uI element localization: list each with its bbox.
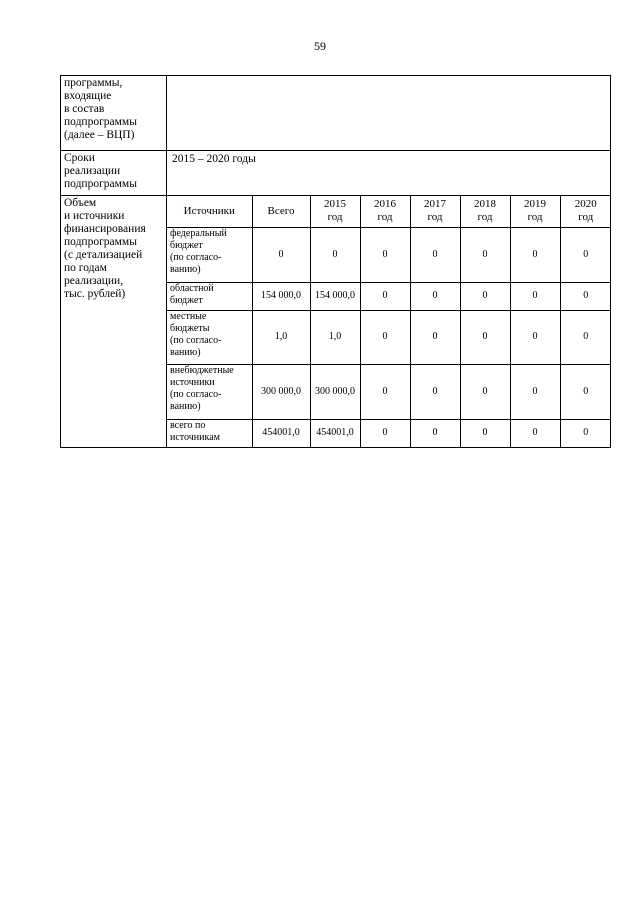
header-year-2019 <box>510 196 560 227</box>
value-cell: 0 <box>460 282 510 310</box>
value-cell: 0 <box>510 364 560 419</box>
value-cell: 0 <box>310 227 360 282</box>
year-unit: год <box>427 211 443 224</box>
total-cell: 1,0 <box>252 310 310 364</box>
value-cell: 454001,0 <box>310 419 360 447</box>
value-cell: 0 <box>360 364 410 419</box>
vcp-value <box>167 76 611 151</box>
finance-row <box>61 196 611 448</box>
value-cell: 0 <box>510 227 560 282</box>
period-row <box>61 151 611 196</box>
year-unit: год <box>327 211 343 224</box>
finance-header-row <box>167 196 611 227</box>
value-cell: 0 <box>360 227 410 282</box>
value-cell: 0 <box>560 282 611 310</box>
value-cell: 0 <box>560 419 611 447</box>
table-row <box>167 310 611 364</box>
period-label: Сроки реализации подпрограммы <box>61 151 167 196</box>
value-cell: 0 <box>360 310 410 364</box>
value-cell: 0 <box>510 419 560 447</box>
header-year-2018 <box>460 196 510 227</box>
source-extrabudgetary: внебюджетные источники (по согласо- ванию) <box>167 364 252 419</box>
header-total: Всего <box>252 196 310 227</box>
total-cell: 154 000,0 <box>252 282 310 310</box>
value-cell: 154 000,0 <box>310 282 360 310</box>
value-cell: 0 <box>410 282 460 310</box>
table-row <box>167 419 611 447</box>
table-row <box>167 227 611 282</box>
value-cell: 1,0 <box>310 310 360 364</box>
header-year-2015 <box>310 196 360 227</box>
total-cell: 0 <box>252 227 310 282</box>
value-cell: 0 <box>410 364 460 419</box>
header-source: Источники <box>167 196 252 227</box>
source-federal: федеральный бюджет (по согласо- ванию) <box>167 227 252 282</box>
value-cell: 0 <box>460 310 510 364</box>
value-cell: 0 <box>560 310 611 364</box>
year-unit: год <box>477 211 493 224</box>
value-cell: 0 <box>510 282 560 310</box>
year-label: 2020 <box>574 198 597 211</box>
value-cell: 0 <box>410 227 460 282</box>
value-cell: 0 <box>560 227 611 282</box>
year-unit: год <box>527 211 543 224</box>
value-cell: 0 <box>360 419 410 447</box>
header-year-2020 <box>560 196 611 227</box>
finance-table <box>167 196 611 447</box>
year-label: 2019 <box>524 198 546 211</box>
header-year-2017 <box>410 196 460 227</box>
finance-label: Объем и источники финансирования подпрограммы (с детализацией по годам реализации, тыс. рублей) <box>61 196 167 448</box>
value-cell: 300 000,0 <box>310 364 360 419</box>
source-total: всего по источникам <box>167 419 252 447</box>
total-cell: 300 000,0 <box>252 364 310 419</box>
year-label: 2018 <box>474 198 496 211</box>
passport-table <box>60 75 611 448</box>
table-row <box>167 364 611 419</box>
period-value: 2015 – 2020 годы <box>167 151 611 196</box>
page-number: 59 <box>314 39 326 53</box>
year-unit: год <box>377 211 393 224</box>
source-local: местные бюджеты (по согласо- ванию) <box>167 310 252 364</box>
header-year-2016 <box>360 196 410 227</box>
value-cell: 0 <box>410 310 460 364</box>
year-label: 2015 <box>324 198 346 211</box>
vcp-label: программы, входящие в состав подпрограммы (далее – ВЦП) <box>61 76 167 151</box>
value-cell: 0 <box>460 227 510 282</box>
source-regional: областной бюджет <box>167 282 252 310</box>
value-cell: 0 <box>360 282 410 310</box>
finance-cell <box>167 196 611 448</box>
value-cell: 0 <box>410 419 460 447</box>
value-cell: 0 <box>510 310 560 364</box>
year-unit: год <box>578 211 594 224</box>
year-label: 2016 <box>374 198 396 211</box>
value-cell: 0 <box>460 364 510 419</box>
value-cell: 0 <box>560 364 611 419</box>
value-cell: 0 <box>460 419 510 447</box>
total-cell: 454001,0 <box>252 419 310 447</box>
table-row <box>167 282 611 310</box>
vcp-row <box>61 76 611 151</box>
year-label: 2017 <box>424 198 446 211</box>
